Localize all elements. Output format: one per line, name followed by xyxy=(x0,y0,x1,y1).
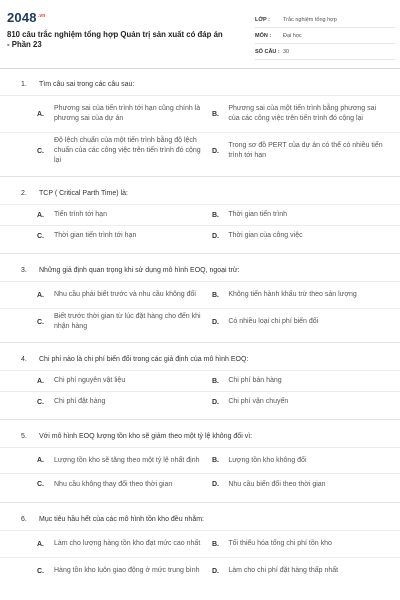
option-a[interactable] xyxy=(37,210,212,220)
option-c[interactable] xyxy=(37,312,212,332)
option-row xyxy=(0,225,400,246)
option-a[interactable] xyxy=(37,456,212,466)
option-row xyxy=(0,447,400,473)
option-row xyxy=(0,132,400,169)
option-d[interactable] xyxy=(212,231,387,241)
option-text: Làm cho lượng hàng tồn kho đạt mức cao nhất xyxy=(54,540,201,547)
option-row xyxy=(0,370,400,391)
option-text: Có nhiều loại chi phí biến đổi xyxy=(228,318,319,325)
option-d[interactable] xyxy=(212,317,387,327)
question-separator xyxy=(0,246,400,254)
question-separator xyxy=(0,412,400,420)
option-d[interactable] xyxy=(212,566,387,576)
question-number: 2. xyxy=(21,190,27,197)
option-a[interactable] xyxy=(37,104,212,124)
option-text: Nhu cầu biến đổi theo thời gian xyxy=(228,480,326,488)
option-letter: C. xyxy=(37,232,44,240)
option-b[interactable] xyxy=(212,210,387,220)
question-text: Những giả định quan trọng khi sử dụng mô hình EOQ, ngoại trừ: xyxy=(39,267,240,274)
option-c[interactable] xyxy=(37,566,212,576)
question-header xyxy=(0,429,400,447)
option-letter: B. xyxy=(212,540,219,548)
option-b[interactable] xyxy=(212,376,387,386)
option-text: Chi phí nguyên vật liệu xyxy=(54,377,126,384)
meta-value[interactable]: Đại học xyxy=(283,32,302,39)
meta-label: LỚP : xyxy=(255,16,270,23)
meta-label: MÔN : xyxy=(255,32,272,39)
option-a[interactable] xyxy=(37,539,212,549)
option-text: Phương sai của tiến trình tới hạn cũng chính là phương sai của dự án xyxy=(54,105,201,122)
question-list xyxy=(0,77,400,584)
question-4 xyxy=(0,352,400,420)
option-text: Lượng tồn kho không đổi xyxy=(228,456,307,464)
option-letter: A. xyxy=(37,110,44,118)
option-letter: D. xyxy=(212,398,219,406)
option-text: Biết trước thời gian từ lúc đặt hàng cho đến khi nhận hàng xyxy=(54,313,201,330)
option-text: Làm cho chi phí đặt hàng thấp nhất xyxy=(228,567,339,574)
question-5 xyxy=(0,429,400,503)
option-text: Hàng tồn kho luôn giao động ở mức trung bình xyxy=(54,567,200,574)
site-logo[interactable] xyxy=(7,10,46,25)
question-text: Với mô hình EOQ lượng tồn kho sẽ giảm theo một tỷ lệ không đổi vì: xyxy=(39,433,253,440)
question-header xyxy=(0,77,400,95)
question-number: 4. xyxy=(21,356,27,363)
question-6 xyxy=(0,512,400,584)
option-b[interactable] xyxy=(212,539,387,549)
meta-row-count xyxy=(255,44,395,60)
option-text: Chi phí đặt hàng xyxy=(54,398,106,405)
option-letter: A. xyxy=(37,377,44,385)
question-3 xyxy=(0,263,400,343)
option-c[interactable] xyxy=(37,231,212,241)
option-b[interactable] xyxy=(212,456,387,466)
option-text: Độ lệch chuẩn của một tiến trình bằng độ lệch chuẩn của các công việc trên tiến trình đó cộng lại xyxy=(54,137,201,164)
question-header xyxy=(0,263,400,281)
option-c[interactable] xyxy=(37,480,212,490)
option-c[interactable] xyxy=(37,397,212,407)
option-a[interactable] xyxy=(37,376,212,386)
option-c[interactable] xyxy=(37,136,212,166)
meta-value[interactable]: Trắc nghiệm tổng hợp xyxy=(283,16,337,23)
option-row xyxy=(0,530,400,557)
option-text: Thời gian tiến trình xyxy=(228,211,288,218)
page-title: 810 câu trắc nghiệm tổng hợp Quản trị sản xuất có đáp án - Phần 23 xyxy=(7,30,223,49)
option-letter: D. xyxy=(212,481,219,488)
option-letter: C. xyxy=(37,147,44,155)
logo-main: 2048 xyxy=(7,10,37,25)
option-letter: A. xyxy=(37,211,44,219)
question-separator xyxy=(0,335,400,343)
option-text: Trong sơ đồ PERT của dự án có thể có nhiều tiến trình tới hạn xyxy=(228,142,383,159)
meta-value: 30 xyxy=(283,48,290,55)
option-b[interactable] xyxy=(212,104,387,124)
question-header xyxy=(0,352,400,370)
option-text: Chi phí vận chuyển xyxy=(228,398,289,405)
option-row xyxy=(0,308,400,335)
option-row xyxy=(0,557,400,584)
question-header xyxy=(0,512,400,530)
option-letter: C. xyxy=(37,567,44,575)
meta-row-subject xyxy=(255,28,395,44)
question-number: 6. xyxy=(21,516,27,523)
question-text: TCP ( Critical Parth Time) là: xyxy=(39,190,128,197)
meta-info xyxy=(255,12,395,60)
header-divider xyxy=(0,68,400,69)
question-number: 5. xyxy=(21,433,27,440)
option-letter: C. xyxy=(37,481,44,488)
option-letter: D. xyxy=(212,232,219,240)
option-text: Chi phí bán hàng xyxy=(228,377,282,384)
question-text: Tìm câu sai trong các câu sau: xyxy=(39,81,135,88)
option-d[interactable] xyxy=(212,141,387,161)
option-letter: C. xyxy=(37,318,44,326)
option-letter: A. xyxy=(37,540,44,548)
logo-suffix: .vn xyxy=(37,12,46,19)
option-text: Tối thiểu hóa tổng chi phí tồn kho xyxy=(228,540,332,547)
option-letter: B. xyxy=(212,211,219,219)
option-letter: A. xyxy=(37,291,44,299)
option-letter: B. xyxy=(212,291,219,299)
meta-label: SỐ CÂU : xyxy=(255,48,280,55)
question-text: Chi phí nào là chi phí biến đổi trong các giả định của mô hình EOQ: xyxy=(39,356,249,363)
option-row xyxy=(0,281,400,308)
option-text: Nhu cầu phải biết trước và nhu cầu không đổi xyxy=(54,291,196,298)
option-letter: B. xyxy=(212,377,219,385)
option-d[interactable] xyxy=(212,480,387,490)
option-row xyxy=(0,95,400,132)
option-letter: B. xyxy=(212,110,219,118)
option-text: Thời gian của công việc xyxy=(228,232,303,239)
option-text: Lượng tồn kho sẽ tăng theo một tỷ lệ nhất định xyxy=(54,456,200,464)
option-letter: A. xyxy=(37,457,44,464)
option-letter: B. xyxy=(212,457,219,464)
option-letter: D. xyxy=(212,318,219,326)
question-separator xyxy=(0,169,400,177)
question-1 xyxy=(0,77,400,177)
option-letter: C. xyxy=(37,398,44,406)
option-text: Không tiến hành khấu trừ theo sản lượng xyxy=(228,291,357,298)
question-number: 3. xyxy=(21,267,27,274)
question-text: Mục tiêu hầu hết của các mô hình tồn kho đều nhằm: xyxy=(39,516,204,523)
question-number: 1. xyxy=(21,81,27,88)
meta-row-class xyxy=(255,12,395,28)
question-separator xyxy=(0,495,400,503)
option-text: Thời gian tiến trình tới hạn xyxy=(54,232,137,239)
option-a[interactable] xyxy=(37,290,212,300)
option-d[interactable] xyxy=(212,397,387,407)
header xyxy=(0,0,400,68)
option-text: Phương sai của một tiến trình bằng phương sai của các công việc trên tiến trình đó cộng lại xyxy=(228,105,377,122)
option-letter: D. xyxy=(212,147,219,155)
option-letter: D. xyxy=(212,567,219,575)
option-text: Tiến trình tới hạn xyxy=(54,211,107,218)
option-row xyxy=(0,391,400,412)
option-row xyxy=(0,473,400,495)
question-2 xyxy=(0,186,400,254)
question-header xyxy=(0,186,400,204)
option-row xyxy=(0,204,400,225)
option-text: Nhu cầu không thay đổi theo thời gian xyxy=(54,480,173,488)
option-b[interactable] xyxy=(212,290,387,300)
